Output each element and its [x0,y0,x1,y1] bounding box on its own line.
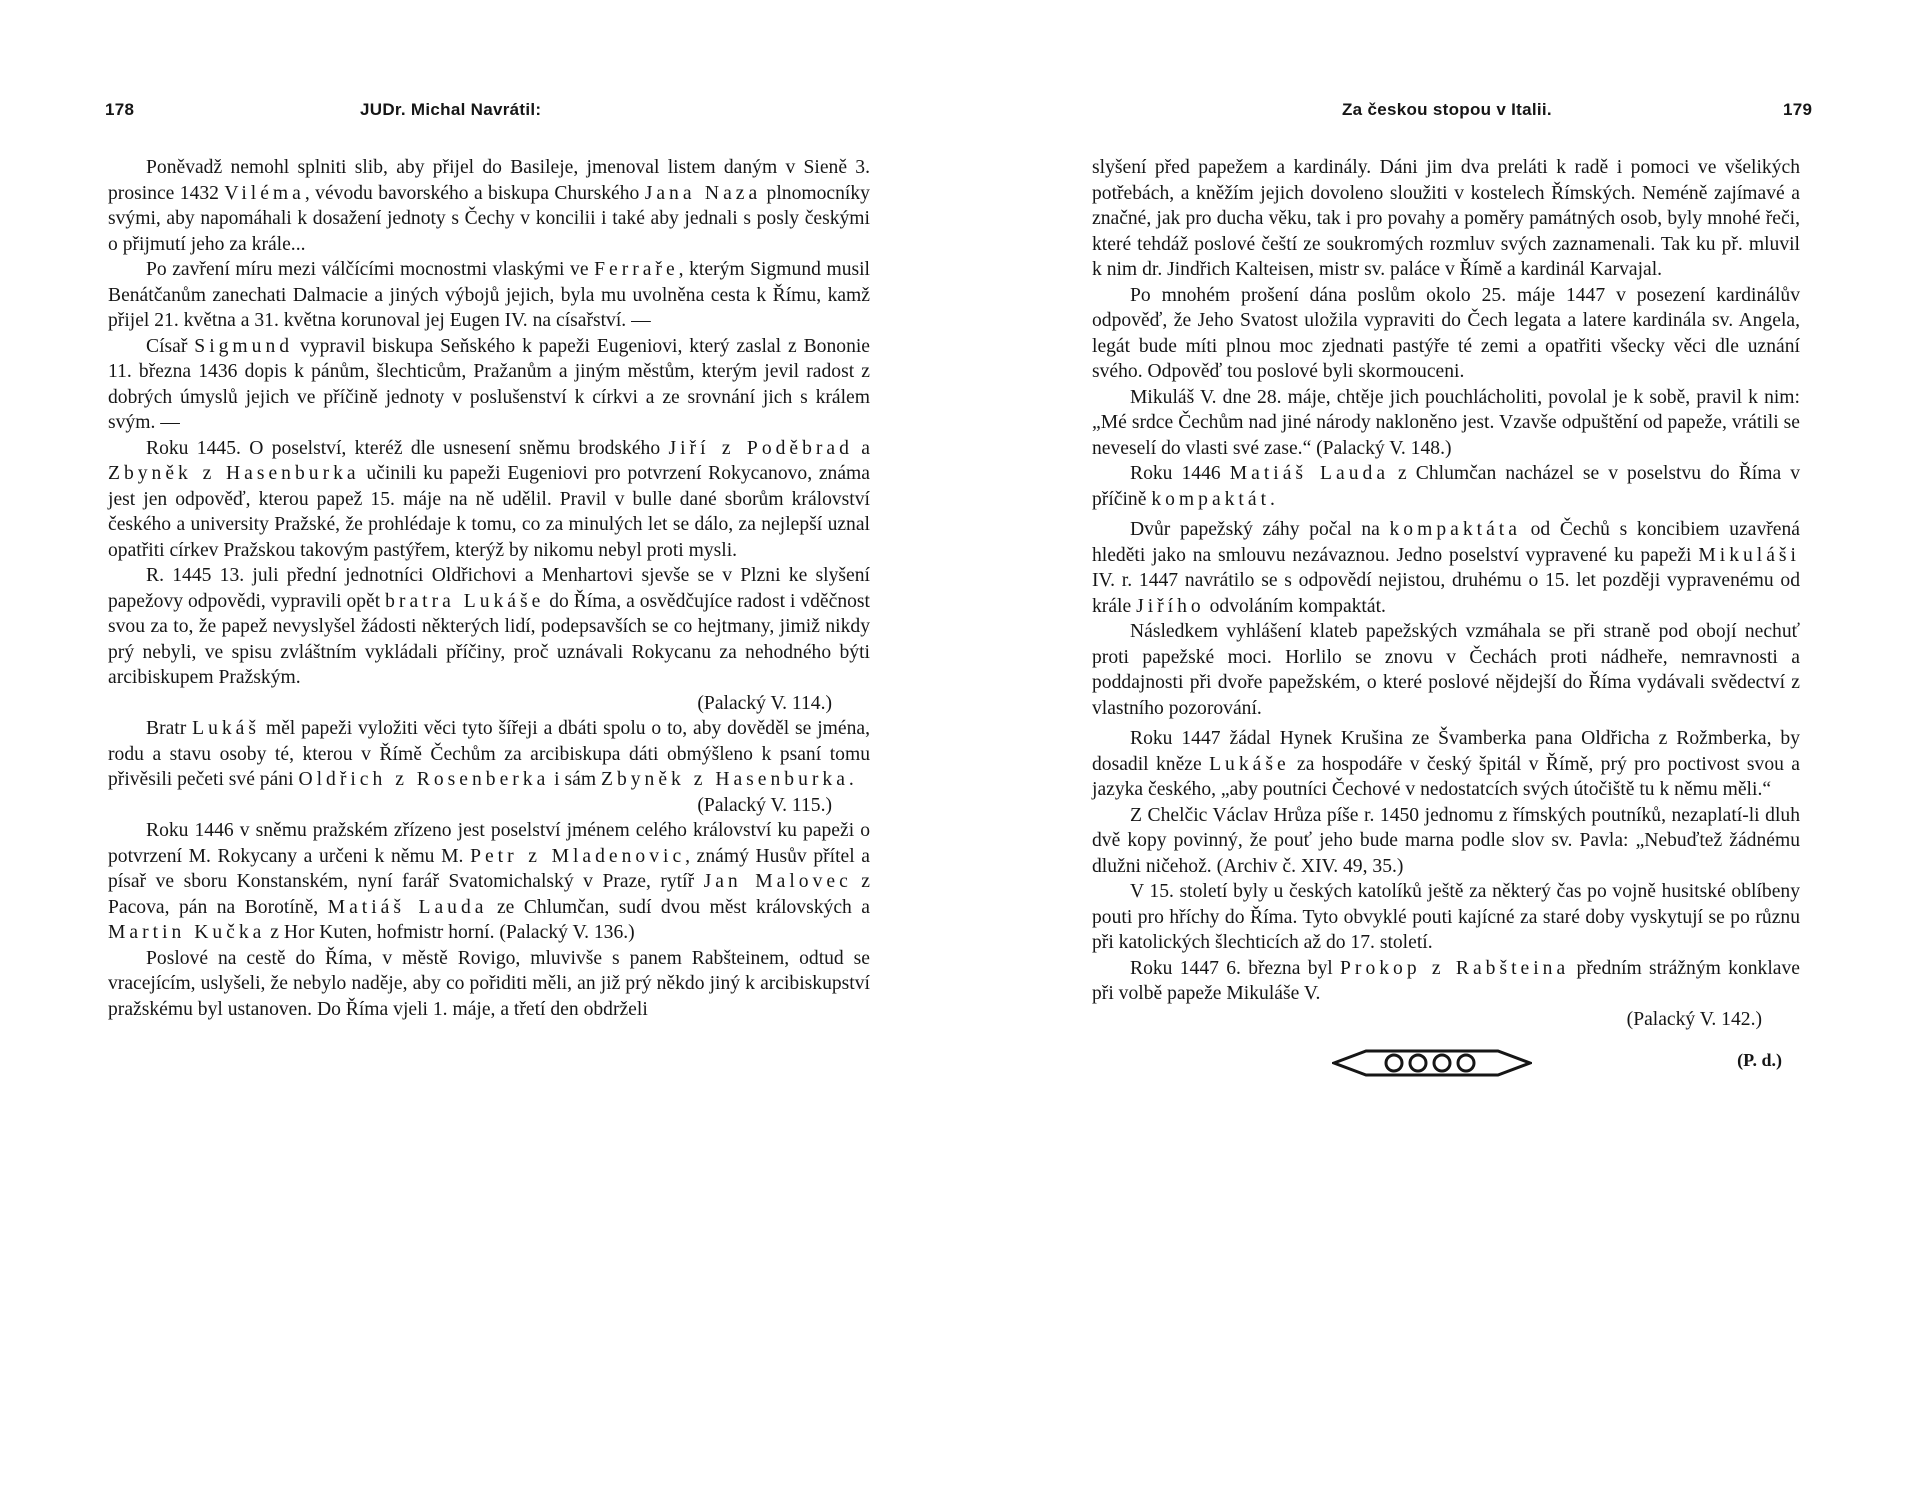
emphasized-name: kompaktáta [1389,519,1521,540]
text-run: od Čechů s koncibiem uzavřená hleděti jako na smlouvu nezávaznou. Jedno poselství vypravené ku papeži [1092,519,1800,566]
text-run: měl papeži vyložiti věci tyto šířeji a dbáti spolu o to, aby dověděl se jména, rodu a stavu osoby té, kterou v Římě Čechům za arcibiskupa dáti obmýšleno k psaní tomu přivěsili pečeti své páni [108,718,870,790]
left-body-text [108,155,870,1022]
text-run: Poslové na cestě do Říma, v městě Rovigo, mluvivše s panem Rabšteinem, odtud se vracejícím, uslyšeli, že nebylo naděje, aby co pořiditi měli, an již prý někdo jiný k arcibiskupství pražskému byl ustanoven. Do Říma vjeli 1. máje, a třetí den obdrželi [108,947,870,1020]
text-run: Bratr [146,718,193,739]
text-run: i sám [549,769,601,790]
right-page [966,0,1932,1500]
left-running-head: JUDr. Michal Navrátil: [360,100,542,119]
text-run: Mikuláš V. dne 28. máje, chtěje jich pouchlácholiti, povolal je k sobě, pravil k nim: „Mé srdce Čechům nad jiné národy nakloněno jest. Vzavše odpuštění od papeže, vrátili se neveselí do vlasti své zase.“ (Palacký V. 148.) [1092,386,1800,459]
emphasized-name: Jiří z Poděbrad [668,437,853,459]
emphasized-name: Matiáš Lauda [327,896,488,918]
paragraph [1092,619,1800,721]
text-run: , známý Husův přítel a písař ve sboru Konstanském, nyní farář Svatomichalský v Praze, rytíř [108,845,870,892]
emphasized-name: Zbyněk z Hasenburka [108,463,360,484]
text-run: do Říma, a osvědčujíce radost i vděčnost svou za to, že papež nevyslyšel žádosti některých lidí, podepsavších se co hejtmany, jimiž nikdy prý nebyli, ve spisu zvláštním vykládali příčiny, proč uznávali Rokycanu za nehodného býti arcibiskupem Pražským. [108,590,870,688]
paragraph [1092,726,1800,803]
paragraph [1092,461,1800,512]
right-running-head: Za českou stopou v Italii. [1342,100,1552,119]
text-run: , vévodu bavorského a biskupa Churského [304,182,645,204]
right-page-number: 179 [1783,100,1813,119]
emphasized-name: Lukáše [1209,753,1290,775]
text-run: učinili ku papeži Eugeniovi pro potvrzení Rokycanovo, známa jest jen odpověď, kterou papež 15. máje na ně udělil. Pravil v bulle dané sborům království českého a university Pražské, že prohlédaje k tomu, co za minulých let se dálo, za nejlepší uznal opatřiti církev Pražskou takovým pastýřem, kterýž by nikomu nebyl proti mysli. [108,463,870,561]
emphasized-name: bratra Lukáše [385,590,545,612]
text-run: Roku 1446 [1130,463,1230,484]
paragraph [108,716,870,818]
citation: (Palacký V. 142.) [1626,1008,1762,1030]
ornament-icon [1332,1046,1532,1080]
text-run: plnomocníky svými, aby napomáhali k dosažení jednoty s Čechy v koncilii i také aby jednali s posly českými o přijmutí jeho za krále... [108,182,870,255]
text-run: za hospodáře v český špitál v Římě, prý pro poctivost svou a jazyka českého, „aby poutníci Čechové v nedostatcích svých útočiště tu k němu měli.“ [1092,753,1800,800]
paragraph [1092,517,1800,619]
emphasized-name: Petr z Mladenovic [470,845,686,867]
text-run: . [848,769,854,790]
paragraph [108,563,870,716]
citation: (Palacký V. 114.) [697,692,832,714]
text-run: Po mnohém prošení dána poslům okolo 25. máje 1447 v posezení kardinálův odpověď, že Jeho Svatost uložila vypraviti do Čech legata a latere kardinála sv. Angela, legát bude míti plnou moc zjednati pastýře té zemi a opatřiti všecky věci dle uznání svého. Odpověď tou poslové byli skormouceni. [1092,284,1800,382]
text-run: z Chlumčan nacházel se v poselstvu do Říma v příčině [1092,463,1800,510]
text-run: Císař [146,335,195,357]
emphasized-name: Oldřich z Rosenberka [298,769,550,790]
text-run: z Hor Kuten, hofmistr horní. (Palacký V. 136.) [265,922,635,943]
text-run: . [1270,488,1275,510]
emphasized-name: Mikuláši [1698,544,1800,566]
text-run: Roku 1447 žádal Hynek Krušina ze Švamberka pana Oldřicha z Rožmberka, by dosadil kněze [1092,728,1800,775]
text-run: Roku 1446 v sněmu pražském zřízeno jest poselství jménem celého království ku papeži o potvrzení M. Rokycany a určeni k němu M. [108,820,870,867]
text-run: a [852,437,870,459]
paragraph [108,946,870,1023]
text-run: vypravil biskupa Seňského k papeži Eugeniovi, který zaslal z Bononie 11. března 1436 dopis k pánům, šlechticům, Pražanům a jiným městům, kterým jevil radost z dobrých úmyslů jejich ve příčině jednoty v poslušenství k církvi a ze srovnání jich s králem svým. — [108,335,870,433]
paragraph [1092,879,1800,956]
left-page-number: 178 [105,100,135,119]
text-run: V 15. století byly u českých katolíků ještě za některý čas po vojně husitské oblíbeny pouti pro hříchy do Říma. Tyto obvyklé pouti kajícné za staré doby vyskytují se po různu při katolických šlechticích až do 17. století. [1092,881,1800,953]
text-run: Následkem vyhlášení klateb papežských vzmáhala se při straně pod obojí nechuť proti papežské moci. Horlilo se znovu v Čechách proti nádheře, nemravnosti a poddajnosti při dvoře papežském, o které poslové nějdejší do Říma vydávali svědectví z vlastního pozorování. [1092,621,1800,719]
paragraph [108,436,870,564]
text-run: z Pacova, pán na Borotíně, [108,871,870,918]
text-run: Roku 1447 6. března byl [1130,957,1341,979]
text-run: Po zavření míru mezi válčícími mocnostmi vlaskými ve [146,259,595,280]
emphasized-name: Jiřího [1136,595,1205,617]
text-run: ze Chlumčan, sudí dvou měst královských a [487,896,870,918]
text-run: Dvůr papežský záhy počal na [1130,519,1390,540]
paragraph [1092,283,1800,385]
emphasized-name: Matiáš Lauda [1229,463,1390,484]
text-run: předním strážným konklave při volbě papeže Mikuláše V. [1092,957,1800,1004]
signature: (P. d.) [1737,1050,1782,1070]
text-run: Poněvadž nemohl splniti slib, aby přijel do Basileje, jmenoval listem daným v Sieně 3. prosince 1432 [108,157,870,204]
emphasized-name: Jana Naza [644,182,762,204]
emphasized-name: Prokop z Rabšteina [1340,957,1570,979]
paragraph [1092,956,1800,1033]
text-run: Roku 1445. O poselství, kteréž dle usnesení sněmu brodského [146,437,669,459]
text-run: Z Chelčic Václav Hrůza píše r. 1450 jednomu z římských poutníků, nezaplatí-li dluh dvě kopy povinný, že pouť jeho bude marna podle slov sv. Pavla: „Nebuďtež žádnému dlužni ničehož. (Archiv č. XIV. 49, 35.) [1092,804,1800,877]
citation: (Palacký V. 115.) [697,794,832,816]
paragraph [108,334,870,436]
emphasized-name: Lukáš [192,718,260,739]
paragraph [108,155,870,257]
paragraph [1092,385,1800,462]
right-body-text [1092,155,1800,1092]
emphasized-name: kompaktát [1151,488,1271,510]
text-run: R. 1445 13. juli přední jednotníci Oldřichovi a Menhartovi sjevše se v Plzni ke slyšení papežovy odpovědi, vypravili opět [108,565,870,612]
text-run: slyšení před papežem a kardinály. Dáni jim dva preláti k radě i pomoci ve všelikých potřebách, a kněžím jejich dovoleno sloužiti v kostelech Římských. Neméně zajímavé a značné, jak pro ducha věku, tak i pro povahy a poměry památných osob, byly mnohé řeči, které tehdáž poslové čeští ze soukromých rozmluv svých zaznamenali. Tak ku př. mluvil k nim dr. Jindřich Kalteisen, mistr sv. paláce v Římě a kardinál Karvajal. [1092,157,1800,280]
paragraph [108,257,870,334]
emphasized-name: Ferraře [594,259,679,280]
closing-row [1092,1040,1800,1092]
emphasized-name: Martin Kučka [108,922,266,943]
text-run: , kterým Sigmund musil Benátčanům zanechati Dalmacie a jiných výbojů jejich, byla mu uvolněna cesta k Římu, kamž přijel 21. května a 31. května korunoval jej Eugen IV. na císařství. — [108,259,870,331]
emphasized-name: Jan Malovec [703,871,852,892]
paragraph [1092,155,1800,283]
emphasized-name: Viléma [224,182,305,204]
emphasized-name: Sigmund [194,335,294,357]
paragraph [1092,803,1800,880]
text-run: IV. r. 1447 navrátilo se s odpovědí nejistou, druhému o 15. let později vypravenému od krále [1092,570,1800,617]
emphasized-name: Zbyněk z Hasenburka [600,769,849,790]
text-run: odvoláním kompaktát. [1204,595,1386,617]
paragraph [108,818,870,946]
